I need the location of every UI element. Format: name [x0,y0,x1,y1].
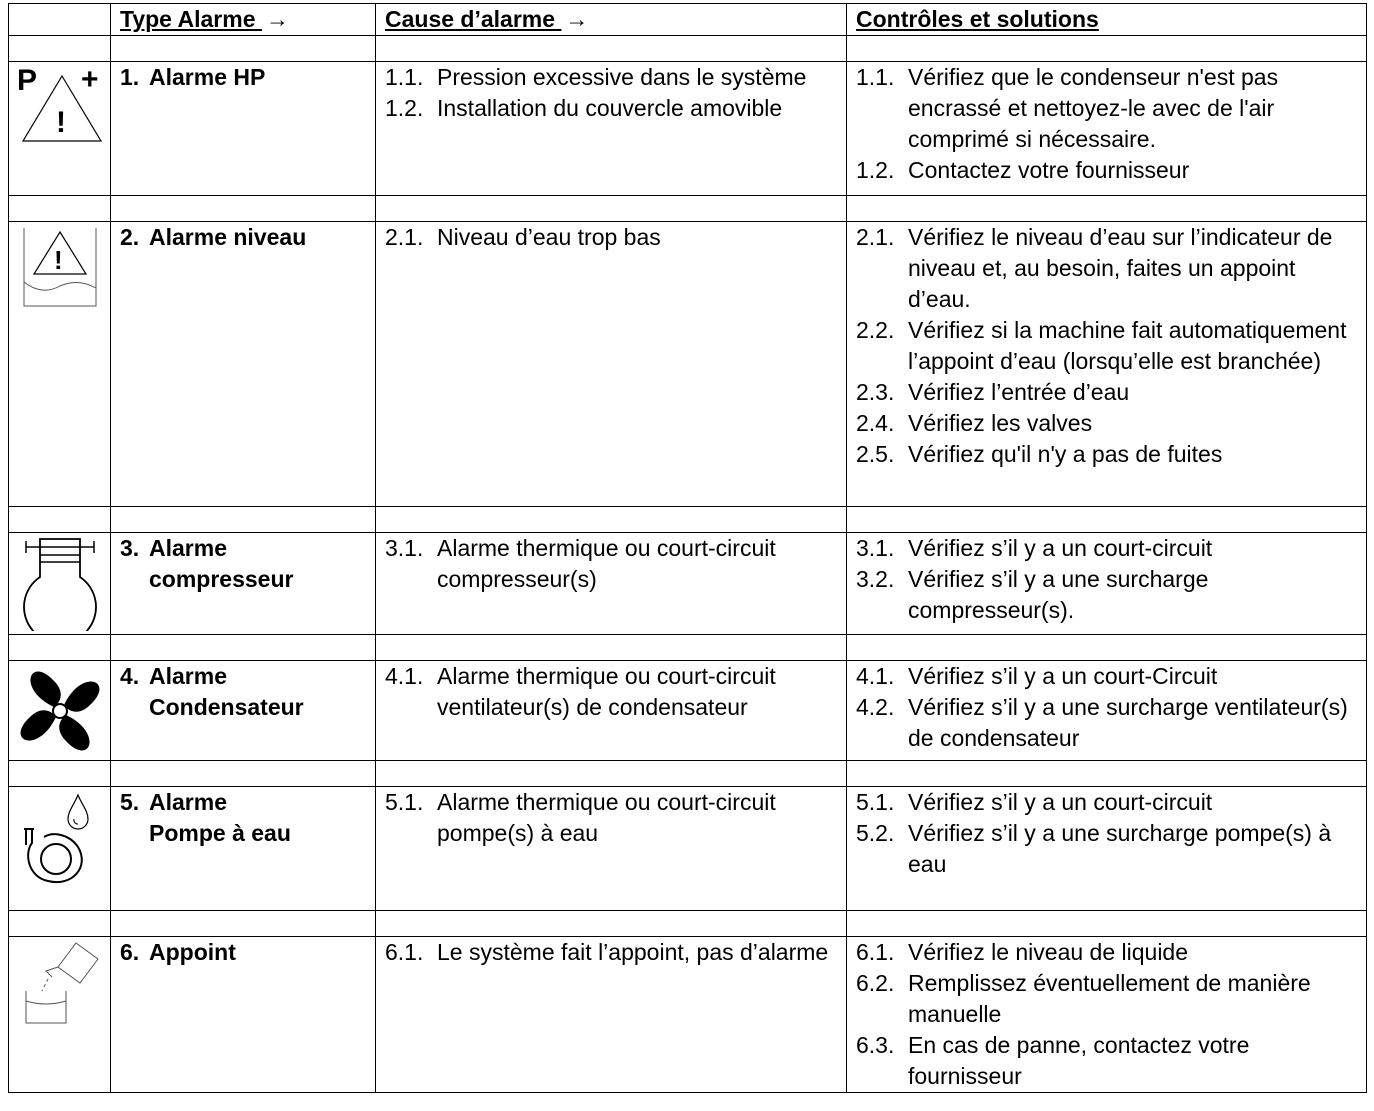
header-controls: Contrôles et solutions [847,4,1367,36]
table-row [9,661,1367,761]
header-icon-cell [9,4,111,36]
svg-text:P: P [16,66,37,97]
header-type: Type Alarme → [111,4,376,36]
spacer-row [9,507,1367,533]
cause-item: 4.1. Alarme thermique ou court-circuit ventilateur(s) de condensateur [385,663,776,720]
svg-text:!: ! [55,106,66,139]
solution-item: 2.1. Vérifiez le niveau d’eau sur l’indicateur de niveau et, au besoin, faites un appoint d’eau. [856,224,1333,312]
cause-item: 2.1. Niveau d’eau trop bas [385,224,661,250]
pressure-warning-icon [15,66,105,148]
alarm-type: 5. Alarme Pompe à eau [111,787,376,911]
table-header-row [9,4,1367,36]
spacer-row [9,36,1367,62]
solution-item: 5.2. Vérifiez s’il y a une surcharge pompe(s) à eau [856,820,1332,877]
water-level-warning-icon [20,226,100,308]
alarm-solutions [847,661,1367,761]
table-row [9,533,1367,635]
alarm-solutions [847,533,1367,635]
alarm-solutions [847,222,1367,507]
alarm-solutions [847,937,1367,1093]
icon-cell [9,222,111,507]
alarm-type: 1. Alarme HP [111,62,376,196]
alarm-type: 6. Appoint [111,937,376,1093]
arrow-right-icon: → [565,6,589,32]
solution-item: 6.1. Vérifiez le niveau de liquide [856,939,1189,965]
svg-text:!: ! [53,245,63,275]
solution-item: 2.3. Vérifiez l’entrée d’eau [856,379,1130,405]
alarm-causes [376,62,847,196]
table-row [9,937,1367,1093]
solution-item: 4.1. Vérifiez s’il y a un court-Circuit [856,663,1218,689]
spacer-row [9,635,1367,661]
solution-item: 5.1. Vérifiez s’il y a un court-circuit [856,789,1213,815]
svg-text:+: + [80,66,99,96]
alarm-type: 4. Alarme Condensateur [111,661,376,761]
solution-item: 2.4. Vérifiez les valves [856,410,1093,436]
solution-item: 4.2. Vérifiez s’il y a une surcharge ventilateur(s) de condensateur [856,694,1348,751]
header-cause: Cause d’alarme → [376,4,847,36]
table-row [9,222,1367,507]
water-pump-icon [18,791,102,891]
table-row [9,62,1367,196]
cause-item: 3.1. Alarme thermique ou court-circuit compresseur(s) [385,535,776,592]
alarm-causes [376,661,847,761]
icon-cell [9,661,111,761]
solution-item: 6.3. En cas de panne, contactez votre fournisseur [856,1032,1250,1089]
solution-item: 1.2. Contactez votre fournisseur [856,157,1190,183]
alarm-solutions [847,787,1367,911]
solution-item: 2.2. Vérifiez si la machine fait automatiquement l’appoint d’eau (lorsqu’elle est branchée) [856,317,1347,374]
alarm-causes [376,937,847,1093]
table-row [9,787,1367,911]
alarm-solutions [847,62,1367,196]
cause-item: 1.1. Pression excessive dans le système [385,64,807,90]
alarm-type: 3. Alarme compresseur [111,533,376,635]
arrow-right-icon: → [265,6,289,32]
cause-item: 5.1. Alarme thermique ou court-circuit pompe(s) à eau [385,789,776,846]
cause-item: 6.1. Le système fait l’appoint, pas d’alarme [385,939,829,965]
refill-icon [18,941,102,1027]
solution-item: 3.2. Vérifiez s’il y a une surcharge compresseur(s). [856,566,1209,623]
spacer-row [9,761,1367,787]
spacer-row [9,911,1367,937]
solution-item: 2.5. Vérifiez qu'il n'y a pas de fuites [856,441,1223,467]
solution-item: 3.1. Vérifiez s’il y a un court-circuit [856,535,1213,561]
icon-cell [9,937,111,1093]
icon-cell [9,533,111,635]
spacer-row [9,196,1367,222]
alarm-type: 2. Alarme niveau [111,222,376,507]
cause-item: 1.2. Installation du couvercle amovible [385,95,783,121]
alarm-troubleshooting-table [8,3,1367,1093]
alarm-causes [376,222,847,507]
alarm-causes [376,787,847,911]
compressor-icon [18,537,102,631]
solution-item: 1.1. Vérifiez que le condenseur n'est pas encrassé et nettoyez-le avec de l'air comprimé si nécessaire. [856,64,1279,152]
icon-cell [9,787,111,911]
fan-icon [18,665,102,753]
solution-item: 6.2. Remplissez éventuellement de manière manuelle [856,970,1311,1027]
icon-cell [9,62,111,196]
alarm-causes [376,533,847,635]
